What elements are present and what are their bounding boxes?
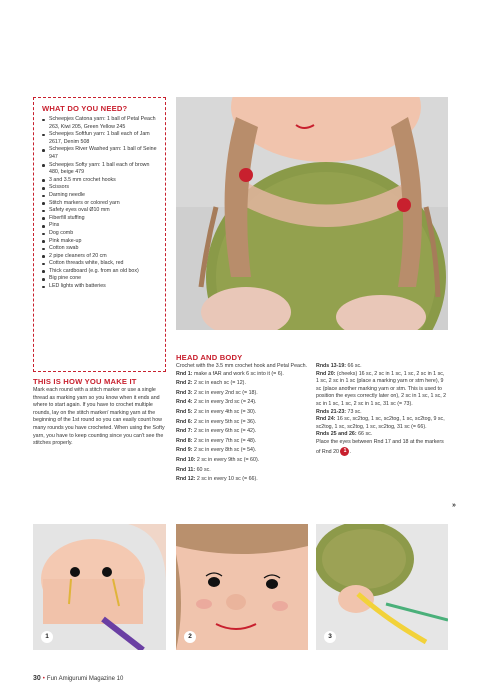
materials-box [33,97,166,372]
list-item: Pins [42,222,159,230]
round-line [176,399,310,407]
round-label: Rnd 11: [176,466,196,473]
round-line [176,457,310,465]
round-line [316,409,448,417]
round-line [176,419,310,427]
round-label: Rnd 1: [176,370,193,377]
round-label: Rnd 7: [176,428,193,435]
round-label: Rnd 24: [316,416,336,423]
round-line [316,363,448,371]
doll-photo [176,97,448,330]
round-text: (cheeks) 16 sc, 2 sc in 1 sc, 1 sc, 2 sc in 1 sc, 1 sc, 2 sc in 1 sc (place a marking yarn or stm here), 9 sc (place another marking yarn or stm. This is used to position the eyes correctly later on), 2 sc in 1 sc, 1 sc, 2 sc in 1 sc, 1 sc, 2 sc in 1 sc, 31 sc (= 73). [316,370,447,407]
round-line [176,428,310,436]
head-title: HEAD AND BODY [176,353,243,362]
eyes-note: Place the eyes between Rnd 17 and 18 at the markers of Rnd 20 [316,438,444,455]
round-text: 2 sc in every 2nd sc (= 18). [192,389,258,396]
head-intro: Crochet with the 3.5 mm crochet hook and Petal Peach. [176,363,308,369]
round-label: Rnd 12: [176,476,196,483]
head-left-column [176,363,310,484]
round-label: Rnd 8: [176,437,193,444]
list-item: Scheepjes Softfun yarn: 1 ball each of Jam 2617, Denim 508 [42,131,159,146]
eyes-note-line: Place the eyes between Rnd 17 and 18 at the markers of Rnd 20 1 . [316,438,444,455]
round-label: Rnd 5: [176,408,193,415]
round-label: Rnds 13-19: [316,363,347,369]
round-line [176,380,310,388]
round-label: Rnd 20: [316,370,336,377]
round-text: 2 sc in every 3rd sc (= 24). [192,399,257,406]
step-photo-2 [176,524,308,650]
list-item: 2 pipe cleaners of 20 cm [42,253,159,261]
round-label: Rnd 9: [176,447,193,454]
round-text: 2 sc in each sc (= 12). [192,380,246,387]
footer-separator: • [42,676,45,682]
list-item: Stitch markers or colored yarn [42,200,159,208]
round-label: Rnd 4: [176,399,193,406]
round-label: Rnd 3: [176,389,193,396]
list-item: Cotton threads white, black, red [42,260,159,268]
round-line [176,371,310,379]
round-label: Rnds 25 and 26: [316,431,357,438]
round-text: 2 sc in every 5th sc (= 36). [192,418,257,425]
how-title: THIS IS HOW YOU MAKE IT [33,377,137,386]
list-item: Fiberfill stuffing [42,215,159,223]
list-item: Scheepjes Catona yarn: 1 ball of Petal Peach 263, Kiwi 205, Green Yellow 245 [42,116,159,131]
materials-title: WHAT DO YOU NEED? [42,104,128,113]
step-photo-3 [316,524,448,650]
how-text: Mark each round with a stitch marker or use a single thread as marking yarn so you know when it ends and where to start again. If you have to crochet multiple rounds, lay on the stitch marker/ marking yarn at the beginning of the 1st round so you can easily count how many rounds you have crocheted. When using the Softy yarn, you have to keep counting since you can't see the stitches properly. [33,387,165,447]
list-item: Darning needle [42,192,159,200]
list-item: Cotton swab [42,245,159,253]
round-label: Rnd 6: [176,418,193,425]
list-item: Dog comb [42,230,159,238]
round-line [176,409,310,417]
round-text: make a fAR and work 6 sc into it (= 6). [192,370,284,377]
round-text: 60 sc. [195,466,211,473]
round-line [176,476,310,484]
round-text: 2 sc in every 4th sc (= 30). [192,408,257,415]
round-line [316,431,448,439]
list-item: Scheepjes River Washed yarn: 1 ball of Seine 947 [42,146,159,161]
round-line [176,447,310,455]
list-item: Thick cardboard (e.g. from an old box) [42,268,159,276]
head-right-column [316,363,448,456]
list-item: Scissors [42,184,159,192]
round-text: 16 sc, sc2tog, 1 sc, sc2tog, 1 sc, sc2tog, 9 sc, sc2tog, 1 sc, sc2tog, 1 sc, sc2tog, 31 sc (= 66). [316,416,445,430]
page-number: 30 [33,675,41,682]
materials-list [42,116,159,291]
photo-number-badge: 1 [41,631,53,643]
round-text: 73 sc. [346,408,362,415]
photo-ref-badge: 1 [340,447,349,456]
round-text: 2 sc in every 6th sc (= 42). [192,428,257,435]
page-footer [33,675,123,682]
photo-number-badge: 2 [184,631,196,643]
round-text: 2 sc in every 8th sc (= 54). [192,447,257,454]
round-label: Rnds 21-23: [316,408,347,415]
round-text: 66 sc. [346,363,362,369]
round-line [176,438,310,446]
step-photo-1 [33,524,166,650]
list-item: LED lights with batteries [42,283,159,291]
list-item: Pink make-up [42,238,159,246]
round-line [316,416,448,431]
list-item: 3 and 3.5 mm crochet hooks [42,177,159,185]
magazine-name: Fun Amigurumi Magazine 10 [46,676,124,682]
round-label: Rnd 10: [176,456,196,463]
round-text: 2 sc in every 7th sc (= 48). [192,437,257,444]
round-label: Rnd 2: [176,380,193,387]
list-item: Big pine cone [42,275,159,283]
round-line [176,390,310,398]
round-line [316,371,448,409]
continue-arrows: » [452,502,456,509]
round-text: 2 sc in every 10 sc (= 66). [195,476,258,483]
list-item: Safety eyes oval Ø10 mm [42,207,159,215]
list-item: Scheepjes Softy yarn: 1 ball each of brown 480, beige 479 [42,162,159,177]
photo-number-badge: 3 [324,631,336,643]
round-line [176,467,310,475]
round-text: 2 sc in every 9th sc (= 60). [195,456,260,463]
round-text: 66 sc. [356,431,373,438]
